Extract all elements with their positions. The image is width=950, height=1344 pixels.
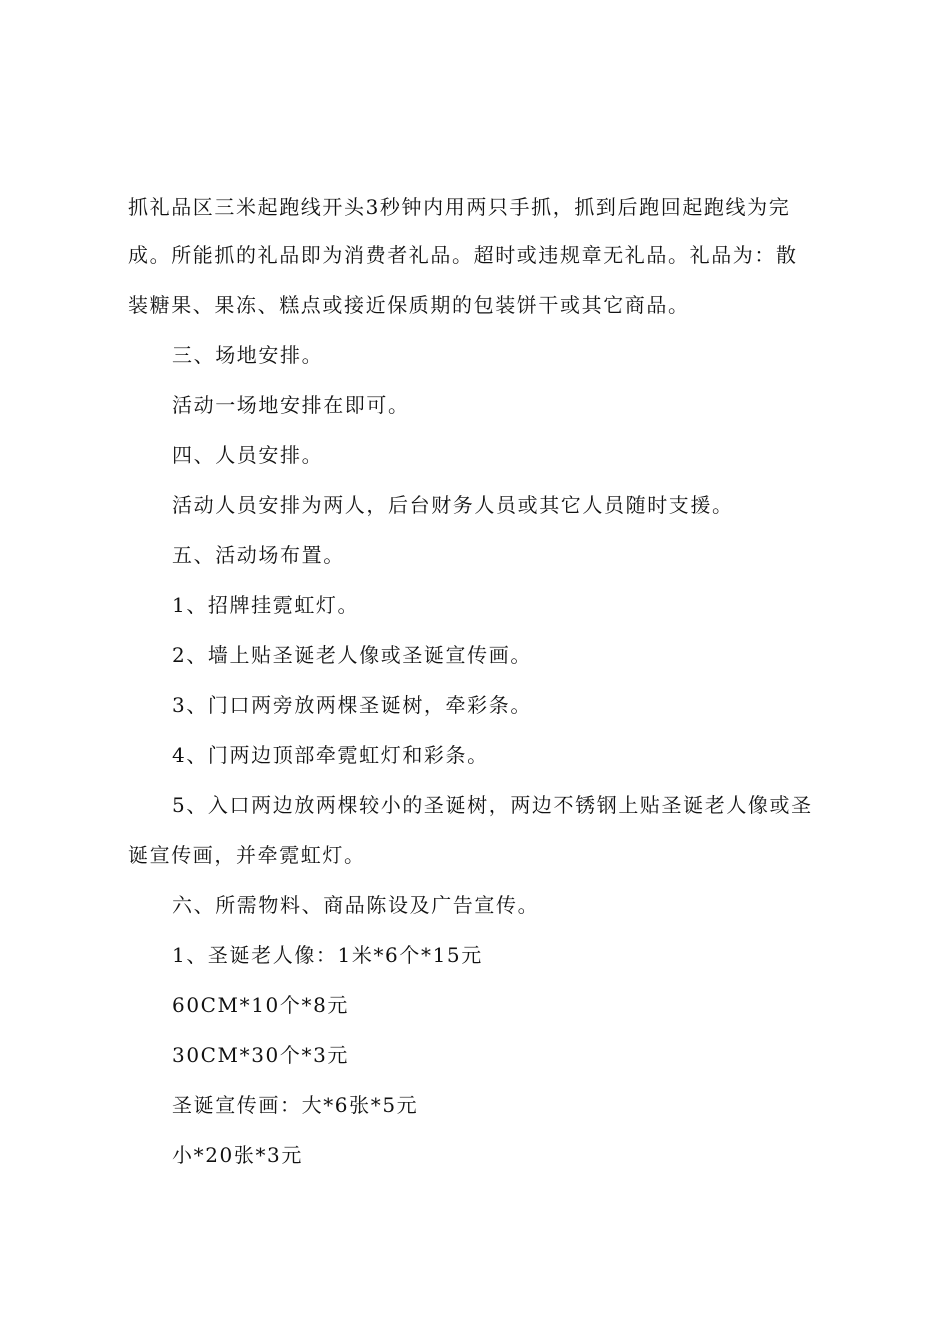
body-text-line: 诞宣传画，并牵霓虹灯。 <box>128 843 366 867</box>
list-item: 圣诞宣传画：大*6张*5元 <box>172 1093 419 1117</box>
section-heading: 三、场地安排。 <box>172 343 324 367</box>
list-item: 5、入口两边放两棵较小的圣诞树，两边不锈钢上贴圣诞老人像或圣 <box>172 793 813 817</box>
body-text-line: 抓礼品区三米起跑线开头3秒钟内用两只手抓，抓到后跑回起跑线为完 <box>128 195 791 219</box>
section-heading: 六、所需物料、商品陈设及广告宣传。 <box>172 893 540 917</box>
section-heading: 四、人员安排。 <box>172 443 324 467</box>
list-item: 1、招牌挂霓虹灯。 <box>172 593 360 617</box>
body-text-line: 活动一场地安排在即可。 <box>172 393 410 417</box>
list-item: 3、门口两旁放两棵圣诞树，牵彩条。 <box>172 693 532 717</box>
section-heading: 五、活动场布置。 <box>172 543 345 567</box>
body-text-line: 装糖果、果冻、糕点或接近保质期的包装饼干或其它商品。 <box>128 293 690 317</box>
list-item: 1、圣诞老人像：1米*6个*15元 <box>172 943 483 967</box>
list-item: 60CM*10个*8元 <box>172 993 350 1017</box>
body-text-line: 活动人员安排为两人，后台财务人员或其它人员随时支援。 <box>172 493 734 517</box>
list-item: 30CM*30个*3元 <box>172 1043 350 1067</box>
list-item: 4、门两边顶部牵霓虹灯和彩条。 <box>172 743 489 767</box>
list-item: 2、墙上贴圣诞老人像或圣诞宣传画。 <box>172 643 532 667</box>
body-text-line: 成。所能抓的礼品即为消费者礼品。超时或违规章无礼品。礼品为：散 <box>128 243 798 267</box>
list-item: 小*20张*3元 <box>172 1143 303 1167</box>
